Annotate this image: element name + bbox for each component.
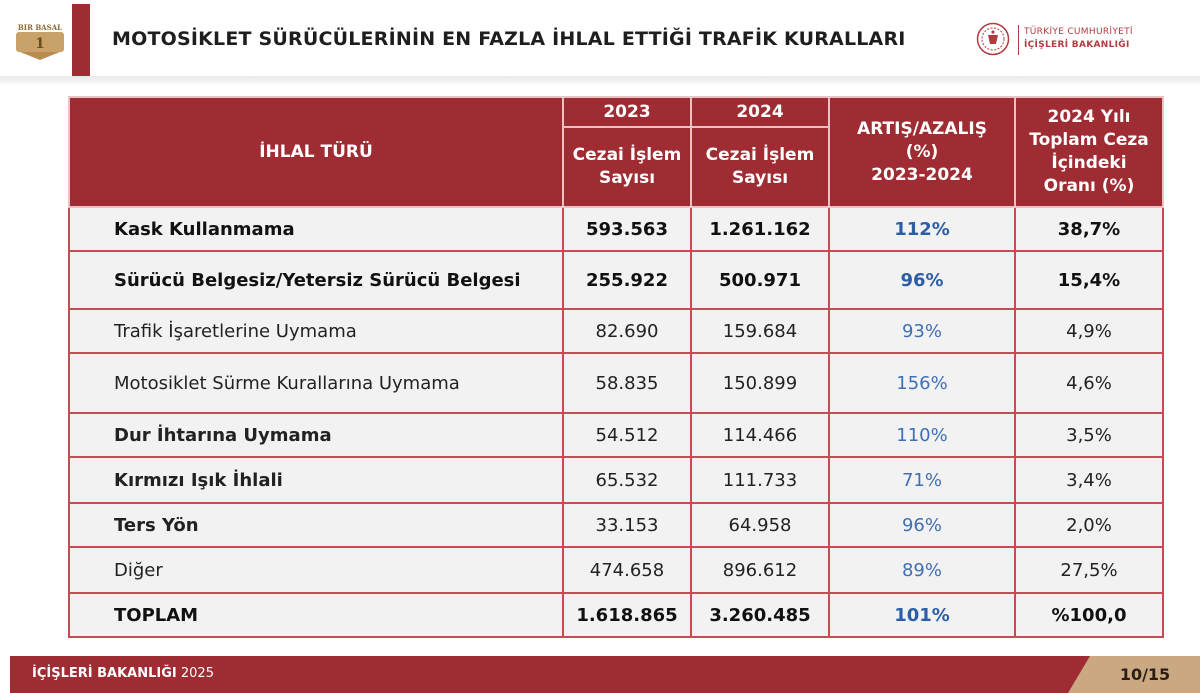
header-year-2024: 2024 [691, 97, 829, 127]
count-2024: 3.260.485 [691, 593, 829, 637]
row-label: Ters Yön [69, 503, 563, 547]
change-percent: 101% [829, 593, 1015, 637]
count-2023: 474.658 [563, 547, 691, 593]
ministry-name: İÇİŞLERİ BAKANLIĞI [1024, 40, 1130, 50]
ministry-divider [1018, 25, 1019, 55]
header-shadow [0, 76, 1200, 86]
row-label: Motosiklet Sürme Kurallarına Uymama [69, 353, 563, 413]
header [0, 0, 1200, 78]
header-change-line3: 2023-2024 [871, 164, 973, 185]
count-2023: 82.690 [563, 309, 691, 353]
change-percent: 93% [829, 309, 1015, 353]
row-label: Diğer [69, 547, 563, 593]
ministry-country: TÜRKİYE CUMHURİYETİ [1024, 27, 1133, 37]
count-2023: 58.835 [563, 353, 691, 413]
accent-bar [72, 4, 90, 76]
change-percent: 112% [829, 207, 1015, 251]
table-row [69, 503, 1163, 547]
count-2024: 896.612 [691, 547, 829, 593]
share-percent: 27,5% [1015, 547, 1163, 593]
header-violation-type: İHLAL TÜRÜ [69, 97, 563, 207]
change-percent: 96% [829, 251, 1015, 309]
change-percent: 156% [829, 353, 1015, 413]
footer-label [32, 666, 214, 681]
footer [10, 656, 1200, 693]
row-label: TOPLAM [69, 593, 563, 637]
count-2024: 1.261.162 [691, 207, 829, 251]
header-share [1015, 97, 1163, 207]
row-label: Kırmızı Işık İhlali [69, 457, 563, 503]
row-label: Dur İhtarına Uymama [69, 413, 563, 457]
share-percent: 2,0% [1015, 503, 1163, 547]
count-2023: 54.512 [563, 413, 691, 457]
table-row [69, 251, 1163, 309]
share-percent: 4,9% [1015, 309, 1163, 353]
page-number: 10/15 [1119, 665, 1171, 684]
share-percent: 3,4% [1015, 457, 1163, 503]
anniversary-logo [14, 22, 66, 62]
count-2024: 150.899 [691, 353, 829, 413]
header-count-2023: Cezai İşlem Sayısı [563, 127, 691, 207]
header-count-2024: Cezai İşlem Sayısı [691, 127, 829, 207]
count-2024: 64.958 [691, 503, 829, 547]
row-label: Sürücü Belgesiz/Yetersiz Sürücü Belgesi [69, 251, 563, 309]
share-percent: 3,5% [1015, 413, 1163, 457]
count-2023: 33.153 [563, 503, 691, 547]
page-title: MOTOSİKLET SÜRÜCÜLERİNİN EN FAZLA İHLAL ETTİĞİ TRAFİK KURALLARI [112, 28, 906, 50]
row-label: Kask Kullanmama [69, 207, 563, 251]
count-2023: 1.618.865 [563, 593, 691, 637]
change-percent: 89% [829, 547, 1015, 593]
count-2024: 111.733 [691, 457, 829, 503]
header-change-line2: (%) [905, 141, 939, 162]
table-row [69, 457, 1163, 503]
count-2024: 114.466 [691, 413, 829, 457]
row-label: Trafik İşaretlerine Uymama [69, 309, 563, 353]
table-row [69, 413, 1163, 457]
header-share-line4: Oranı (%) [1043, 176, 1135, 196]
footer-ministry: İÇİŞLERİ BAKANLIĞI [32, 666, 177, 681]
header-change-line1: ARTIŞ/AZALIŞ [857, 118, 987, 139]
share-percent: 38,7% [1015, 207, 1163, 251]
footer-year: 2025 [180, 666, 214, 681]
header-change [829, 97, 1015, 207]
count-2023: 593.563 [563, 207, 691, 251]
ministry-seal-icon [976, 22, 1010, 56]
table-row [69, 353, 1163, 413]
violations-table [68, 96, 1162, 638]
table-row [69, 309, 1163, 353]
logo-text: BIR BASAL [17, 23, 63, 32]
change-percent: 96% [829, 503, 1015, 547]
header-share-line1: 2024 Yılı [1047, 107, 1131, 127]
table-row [69, 593, 1163, 637]
header-year-2023: 2023 [563, 97, 691, 127]
table-body [69, 207, 1163, 637]
change-percent: 110% [829, 413, 1015, 457]
table-row [69, 207, 1163, 251]
count-2024: 500.971 [691, 251, 829, 309]
share-percent: 15,4% [1015, 251, 1163, 309]
count-2023: 65.532 [563, 457, 691, 503]
table-row [69, 547, 1163, 593]
change-percent: 71% [829, 457, 1015, 503]
header-share-line2: Toplam Ceza [1029, 130, 1149, 150]
share-percent: 4,6% [1015, 353, 1163, 413]
header-share-line3: İçindeki [1051, 153, 1127, 173]
count-2023: 255.922 [563, 251, 691, 309]
share-percent: %100,0 [1015, 593, 1163, 637]
svg-text:1: 1 [35, 36, 45, 52]
count-2024: 159.684 [691, 309, 829, 353]
